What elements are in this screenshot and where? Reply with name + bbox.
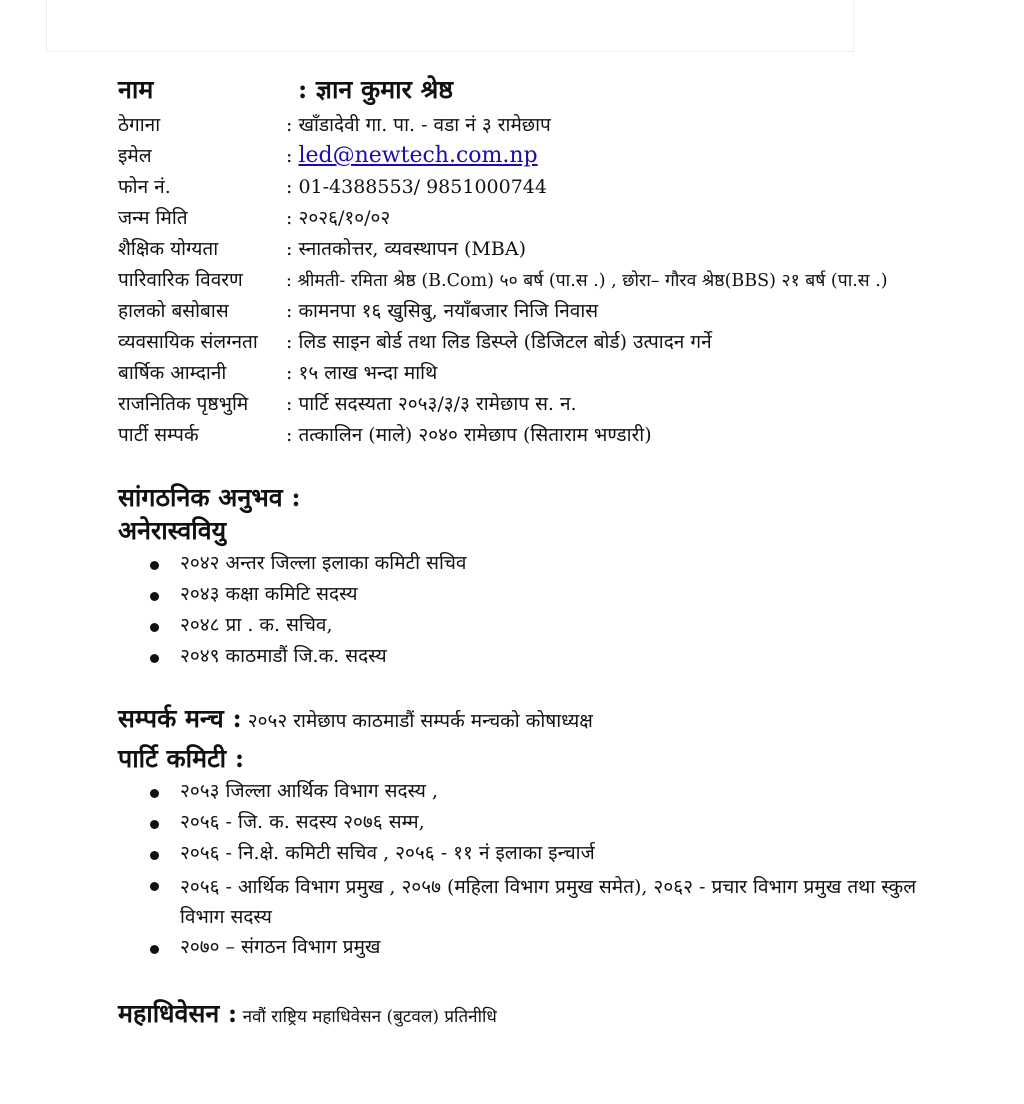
list-item: २०७० – संगठन विभाग प्रमुख bbox=[150, 932, 998, 963]
list-item: २०४९ काठमाडौं जि.क. सदस्य bbox=[150, 641, 998, 672]
email-label: इमेल bbox=[118, 145, 152, 167]
party-committee-section bbox=[118, 742, 998, 963]
residence-row bbox=[118, 297, 998, 328]
phone-label: फोन नं. bbox=[118, 176, 171, 198]
party-contact-row bbox=[118, 421, 998, 452]
contact-forum-line bbox=[118, 702, 998, 738]
dob-label: जन्म मिति bbox=[118, 207, 188, 229]
education-label: शैक्षिक योग्यता bbox=[118, 238, 219, 260]
profile-section bbox=[118, 72, 998, 452]
resume-document bbox=[118, 72, 998, 1034]
email-colon: : bbox=[286, 145, 299, 167]
address-value: : खाँडादेवी गा. पा. - वडा नं ३ रामेछाप bbox=[286, 114, 551, 136]
business-row bbox=[118, 328, 998, 359]
income-row bbox=[118, 359, 998, 390]
list-item: २०४८ प्रा . क. सचिव, bbox=[150, 610, 998, 641]
party-committee-list bbox=[118, 776, 998, 963]
family-value: : श्रीमती- रमिता श्रेष्ठ (B.Com) ५० बर्ष (पा.स .) , छोरा– गौरव श्रेष्ठ(BBS) २१ बर्ष (पा.स .) bbox=[286, 271, 888, 291]
income-value: : १५ लाख भन्दा माथि bbox=[286, 362, 438, 384]
name-row bbox=[118, 72, 998, 108]
business-label: व्यवसायिक संलग्नता bbox=[118, 331, 258, 353]
education-value: : स्नातकोत्तर, व्यवस्थापन (MBA) bbox=[286, 238, 526, 260]
family-row bbox=[118, 266, 998, 297]
list-item: २०५३ जिल्ला आर्थिक विभाग सदस्य , bbox=[150, 776, 998, 807]
org-experience-title: सांगठनिक अनुभव : bbox=[118, 483, 301, 512]
list-item: २०५६ - आर्थिक विभाग प्रमुख , २०५७ (महिला विभाग प्रमुख समेत), २०६२ - प्रचार विभाग प्रमुख तथा स्कुल विभाग सदस्य bbox=[150, 869, 960, 932]
name-label: नाम bbox=[118, 75, 154, 104]
org-experience-section bbox=[118, 482, 998, 672]
dob-value: : २०२६/१०/०२ bbox=[286, 207, 391, 229]
income-label: बार्षिक आम्दानी bbox=[118, 362, 227, 384]
convention-line bbox=[118, 997, 998, 1034]
org-experience-subtitle: अनेरास्ववियु bbox=[118, 516, 227, 545]
email-link[interactable]: led@newtech.com.np bbox=[298, 143, 538, 168]
list-item: २०५६ - जि. क. सदस्य २०७६ सम्म, bbox=[150, 807, 998, 838]
org-experience-list bbox=[118, 548, 998, 672]
list-item: २०४२ अन्तर जिल्ला इलाका कमिटी सचिव bbox=[150, 548, 998, 579]
party-committee-title: पार्टि कमिटी : bbox=[118, 744, 245, 773]
phone-row bbox=[118, 173, 998, 204]
education-row bbox=[118, 235, 998, 266]
email-row bbox=[118, 142, 998, 173]
convention-title: महाधिवेसन : bbox=[118, 999, 238, 1028]
list-item: २०४३ कक्षा कमिटि सदस्य bbox=[150, 579, 998, 610]
residence-label: हालको बसोबास bbox=[118, 300, 229, 322]
family-label: पारिवारिक विवरण bbox=[118, 269, 243, 291]
dob-row bbox=[118, 204, 998, 235]
convention-text: नवौं राष्ट्रिय महाधिवेसन (बुटवल) प्रतिनीधि bbox=[237, 1007, 497, 1027]
political-row bbox=[118, 390, 998, 421]
header-strip bbox=[46, 0, 854, 52]
address-row bbox=[118, 111, 998, 142]
business-value: : लिड साइन बोर्ड तथा लिड डिस्प्ले (डिजिटल बोर्ड) उत्पादन गर्ने bbox=[286, 331, 712, 353]
address-label: ठेगाना bbox=[118, 114, 161, 136]
residence-value: : कामनपा १६ खुसिबु, नयाँबजार निजि निवास bbox=[286, 300, 599, 322]
contact-forum-text: २०५२ रामेछाप काठमाडौं सम्पर्क मन्चको कोषाध्यक्ष bbox=[241, 710, 593, 732]
email-value-wrap bbox=[286, 143, 538, 168]
phone-value: : 01-4388553/ 9851000744 bbox=[286, 176, 547, 198]
political-label: राजनितिक पृष्ठभुमि bbox=[118, 393, 249, 415]
party-contact-label: पार्टी सम्पर्क bbox=[118, 424, 199, 446]
political-value: : पार्टि सदस्यता २०५३/३/३ रामेछाप स. न. bbox=[286, 393, 577, 415]
name-value: : ज्ञान कुमार श्रेष्ठ bbox=[298, 75, 453, 104]
contact-forum-title: सम्पर्क मन्च : bbox=[118, 704, 242, 733]
party-contact-value: : तत्कालिन (माले) २०४० रामेछाप (सिताराम भण्डारी) bbox=[286, 424, 652, 446]
list-item: २०५६ - नि.क्षे. कमिटी सचिव , २०५६ - ११ नं इलाका इन्चार्ज bbox=[150, 838, 998, 869]
